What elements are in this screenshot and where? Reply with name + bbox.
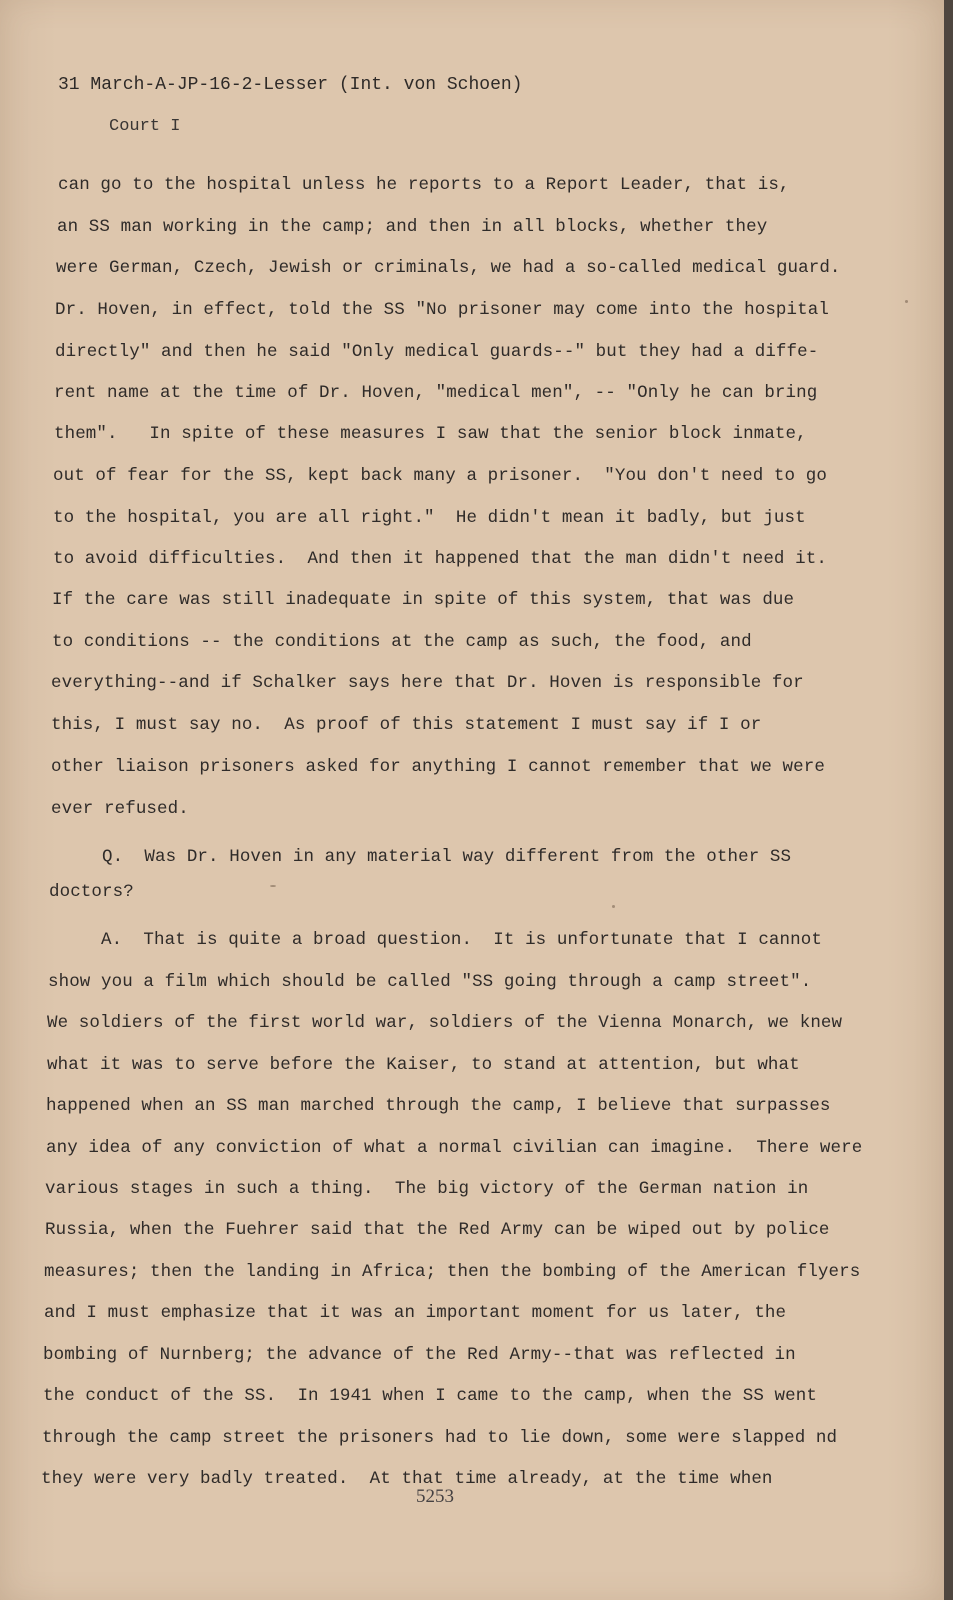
text-line: the conduct of the SS. In 1941 when I came to the camp, when the SS went <box>43 1386 817 1406</box>
text-line: were German, Czech, Jewish or criminals, we had a so-called medical guard. <box>56 258 841 278</box>
text-line: If the care was still inadequate in spite of this system, that was due <box>52 590 795 610</box>
answer-line: A. That is quite a broad question. It is unfortunate that I cannot <box>48 930 822 950</box>
paper-speck <box>612 905 615 908</box>
text-line: an SS man working in the camp; and then in all blocks, whether they <box>57 217 768 237</box>
page-number: 5253 <box>416 1486 454 1507</box>
question-line: Q. Was Dr. Hoven in any material way different from the other SS <box>49 847 792 867</box>
text-line: show you a film which should be called "SS going through a camp street". <box>48 972 812 992</box>
text-line: Russia, when the Fuehrer said that the Red Army can be wiped out by police <box>45 1220 830 1240</box>
text-line: everything--and if Schalker says here that Dr. Hoven is responsible for <box>51 673 804 693</box>
text-line: this, I must say no. As proof of this statement I must say if I or <box>51 715 762 735</box>
text-line: out of fear for the SS, kept back many a prisoner. "You don't need to go <box>53 466 827 486</box>
text-line: Dr. Hoven, in effect, told the SS "No prisoner may come into the hospital <box>55 300 829 320</box>
text-line: other liaison prisoners asked for anything I cannot remember that we were <box>51 757 825 777</box>
text-line: happened when an SS man marched through the camp, I believe that surpasses <box>46 1096 831 1116</box>
court-label: Court I <box>109 117 181 136</box>
text-line: doctors? <box>49 882 134 902</box>
text-line: through the camp street the prisoners had to lie down, some were slapped nd <box>42 1428 838 1448</box>
text-line: them". In spite of these measures I saw that the senior block inmate, <box>54 424 807 444</box>
paper-speck <box>905 300 908 303</box>
text-line: We soldiers of the first world war, soldiers of the Vienna Monarch, we knew <box>47 1013 843 1033</box>
text-line: can go to the hospital unless he reports to a Report Leader, that is, <box>58 175 790 195</box>
text-line: and I must emphasize that it was an important moment for us later, the <box>44 1303 787 1323</box>
text-line: they were very badly treated. At that time already, at the time when <box>41 1469 773 1489</box>
text-line: to the hospital, you are all right." He didn't mean it badly, but just <box>53 508 806 528</box>
text-line: measures; then the landing in Africa; then the bombing of the American flyers <box>44 1262 861 1282</box>
text-line: any idea of any conviction of what a normal civilian can imagine. There were <box>46 1138 863 1158</box>
text-line: directly" and then he said "Only medical guards--" but they had a diffe- <box>55 342 819 362</box>
text-line: rent name at the time of Dr. Hoven, "medical men", -- "Only he can bring <box>54 383 818 403</box>
text-line: what it was to serve before the Kaiser, to stand at attention, but what <box>47 1055 800 1075</box>
text-line: to avoid difficulties. And then it happened that the man didn't need it. <box>53 549 827 569</box>
document-reference: 31 March-A-JP-16-2-Lesser (Int. von Schoen) <box>58 75 523 95</box>
text-line: bombing of Nurnberg; the advance of the Red Army--that was reflected in <box>43 1345 796 1365</box>
paper-speck <box>270 885 276 887</box>
text-line: ever refused. <box>51 799 189 819</box>
scan-edge <box>944 0 953 1600</box>
text-line: various stages in such a thing. The big victory of the German nation in <box>45 1179 809 1199</box>
text-line: to conditions -- the conditions at the camp as such, the food, and <box>52 632 752 652</box>
